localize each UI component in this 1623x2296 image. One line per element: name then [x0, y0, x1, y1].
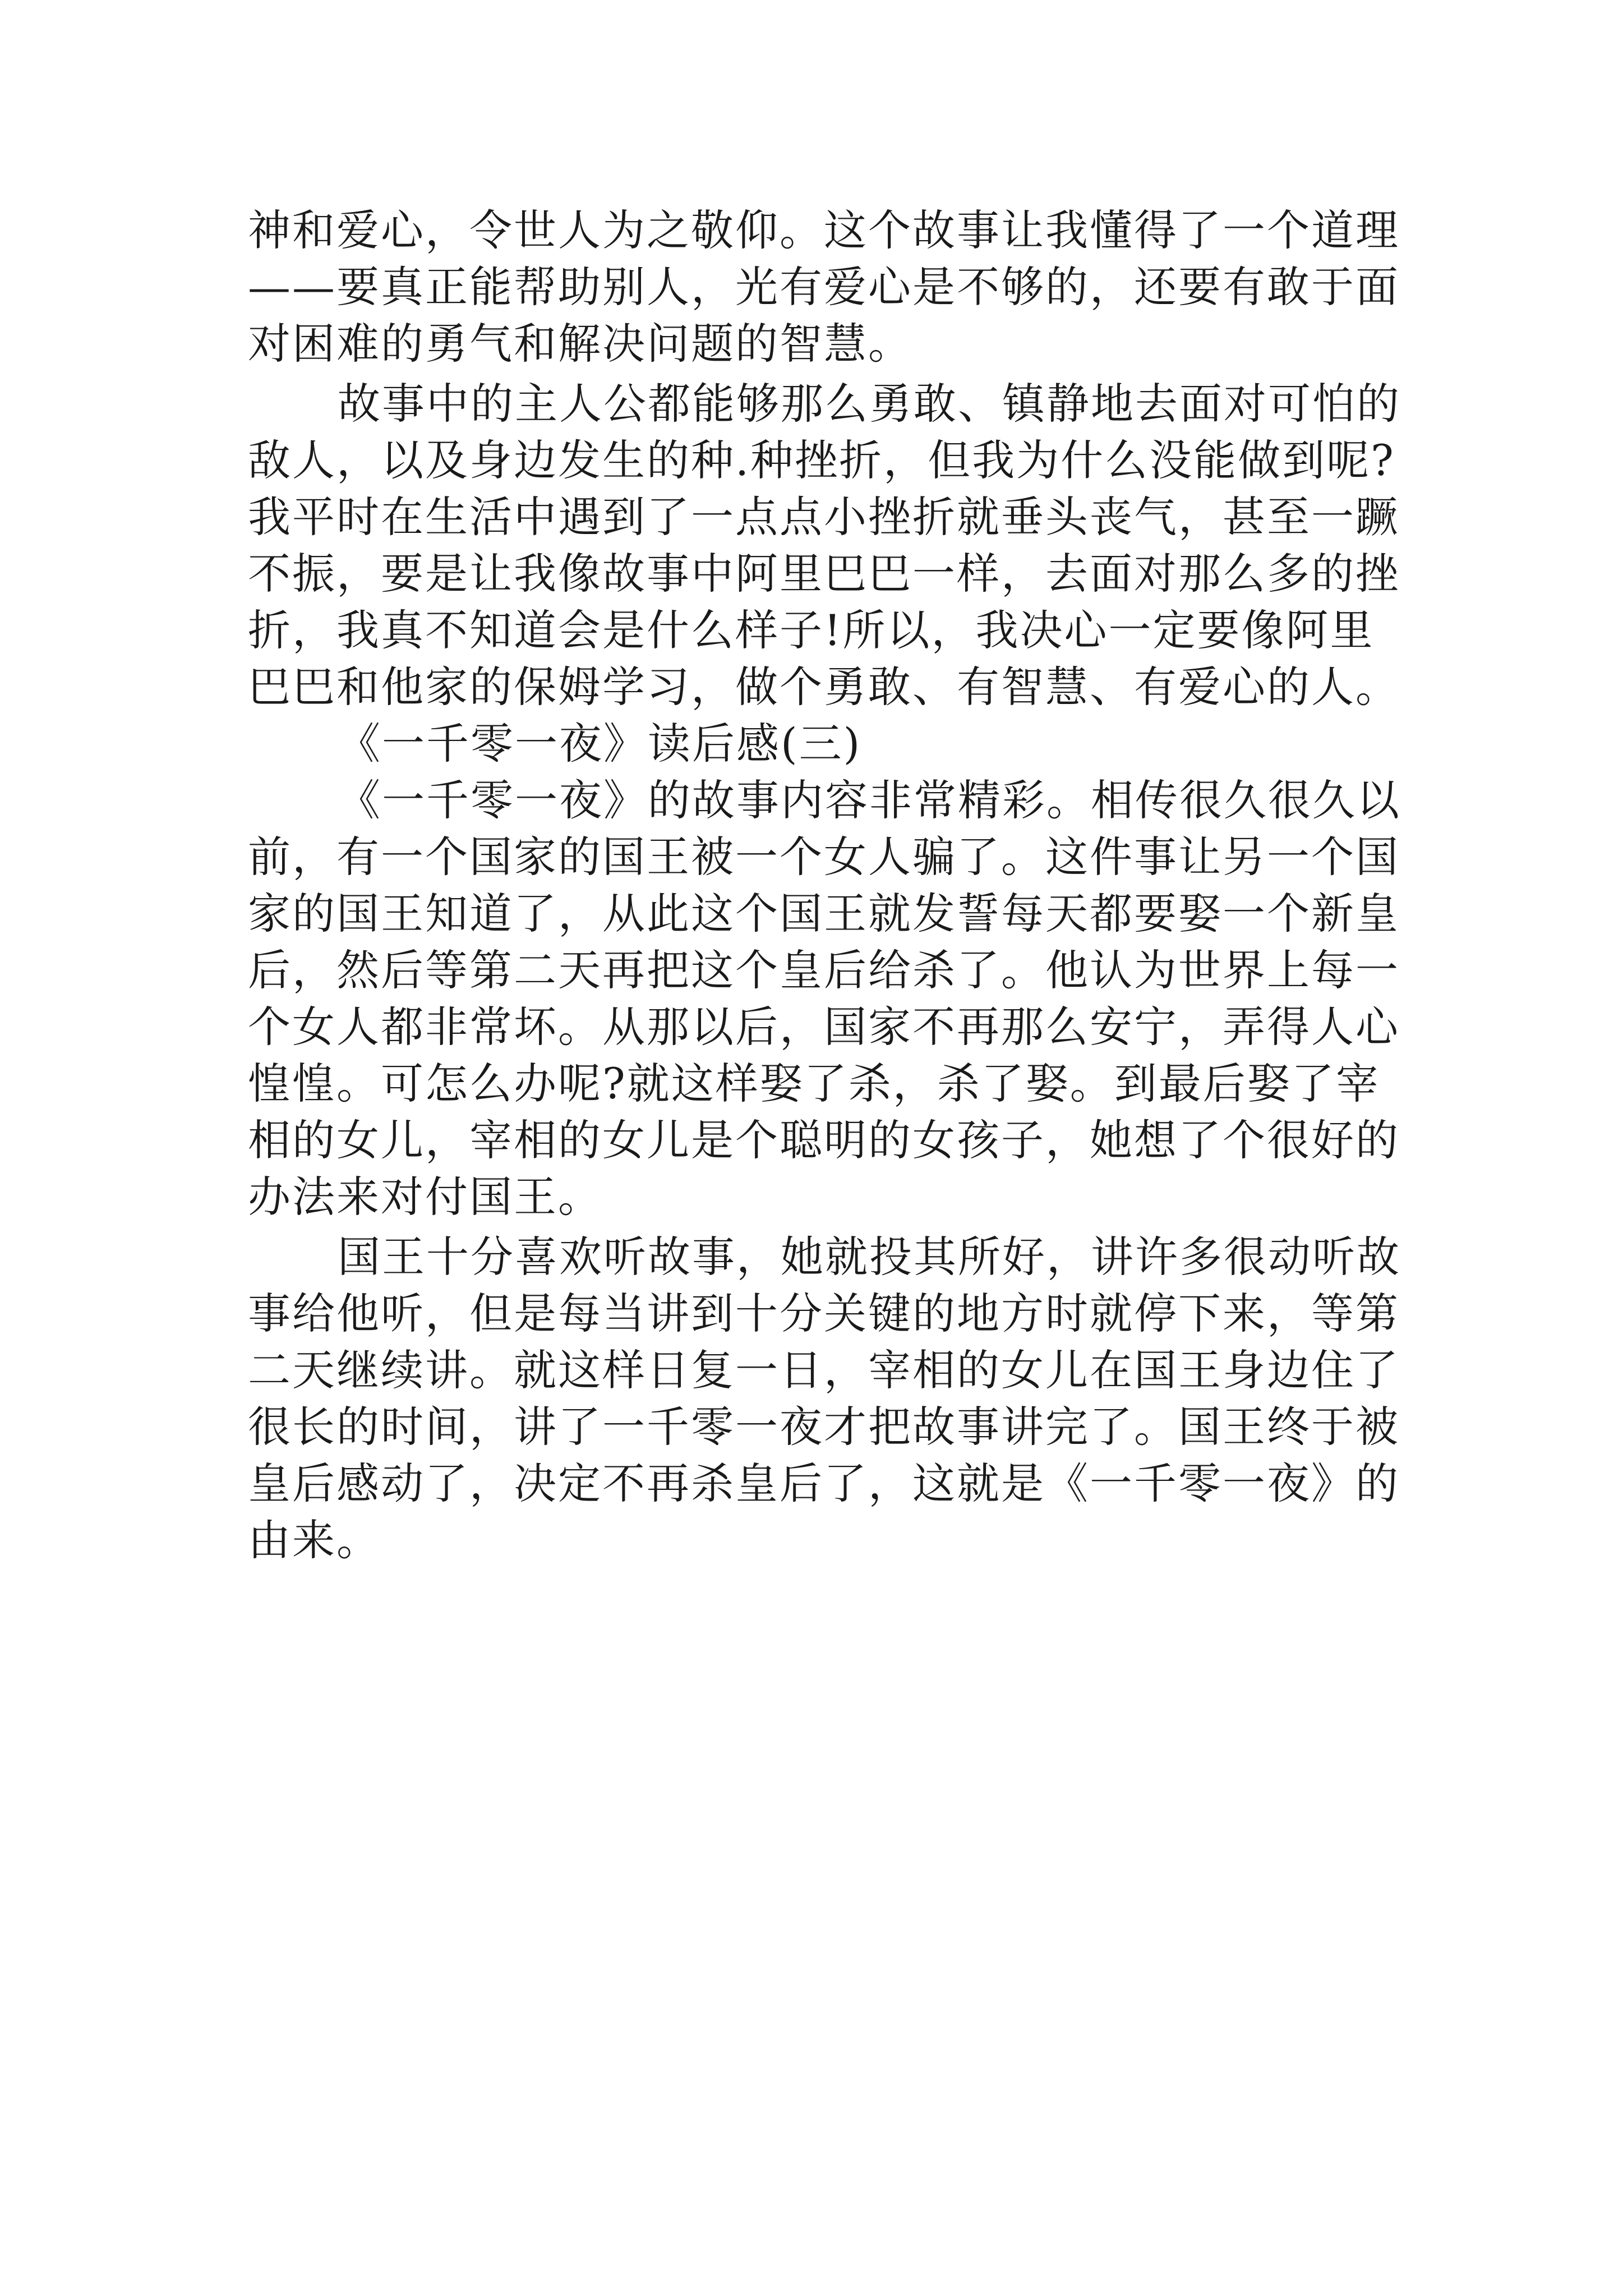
text-line: 国王十分喜欢听故事，她就投其所好，讲许多很动听故: [338, 1232, 1401, 1282]
text-line: 不振，要是让我像故事中阿里巴巴一样，去面对那么多的挫: [248, 549, 1400, 599]
text-line: 很长的时间，讲了一千零一夜才把故事讲完了。国王终于被: [248, 1402, 1400, 1452]
document-body: [248, 202, 1401, 1568]
text-line: 相的女儿，宰相的女儿是个聪明的女孩子，她想了个很好的: [248, 1115, 1400, 1165]
text-line: 由来。: [248, 1515, 381, 1565]
text-line: 我平时在生活中遇到了一点点小挫折就垂头丧气，甚至一蹶: [248, 492, 1400, 542]
text-line: 折，我真不知道会是什么样子!所以，我决心一定要像阿里: [248, 605, 1375, 655]
text-line: ——要真正能帮助别人，光有爱心是不够的，还要有敢于面: [248, 262, 1400, 312]
text-line: 《一千零一夜》的故事内容非常精彩。相传很久很久以: [338, 775, 1401, 825]
paragraph-1: [248, 202, 1400, 372]
text-line: 皇后感动了，决定不再杀皇后了，这就是《一千零一夜》的: [248, 1458, 1400, 1508]
text-line: 前，有一个国家的国王被一个女人骗了。这件事让另一个国: [248, 832, 1400, 882]
text-line: 办法来对付国王。: [248, 1172, 602, 1222]
text-line: 后，然后等第二天再把这个皇后给杀了。他认为世界上每一: [248, 945, 1400, 995]
text-line: 家的国王知道了，从此这个国王就发誓每天都要娶一个新皇: [248, 889, 1400, 938]
text-line: 对困难的勇气和解决问题的智慧。: [248, 319, 912, 369]
text-line: 故事中的主人公都能够那么勇敢、镇静地去面对可怕的: [338, 379, 1401, 429]
text-line: 个女人都非常坏。从那以后，国家不再那么安宁，弄得人心: [248, 1002, 1400, 1052]
text-line: 神和爱心，令世人为之敬仰。这个故事让我懂得了一个道理: [248, 205, 1400, 255]
text-line: 二天继续讲。就这样日复一日，宰相的女儿在国王身边住了: [248, 1345, 1400, 1395]
paragraph-3: [248, 772, 1401, 1225]
section-title: 《一千零一夜》读后感(三): [338, 719, 862, 769]
text-line: 巴巴和他家的保姆学习，做个勇敢、有智慧、有爱心的人。: [248, 662, 1400, 712]
section-heading: [248, 715, 1392, 772]
paragraph-4: [248, 1228, 1401, 1568]
text-line: 事给他听，但是每当讲到十分关键的地方时就停下来，等第: [248, 1289, 1400, 1338]
text-line: 惶惶。可怎么办呢?就这样娶了杀，杀了娶。到最后娶了宰: [248, 1059, 1380, 1108]
text-line: 敌人，以及身边发生的种.种挫折，但我为什么没能做到呢?: [248, 435, 1395, 485]
paragraph-2: [248, 375, 1401, 715]
